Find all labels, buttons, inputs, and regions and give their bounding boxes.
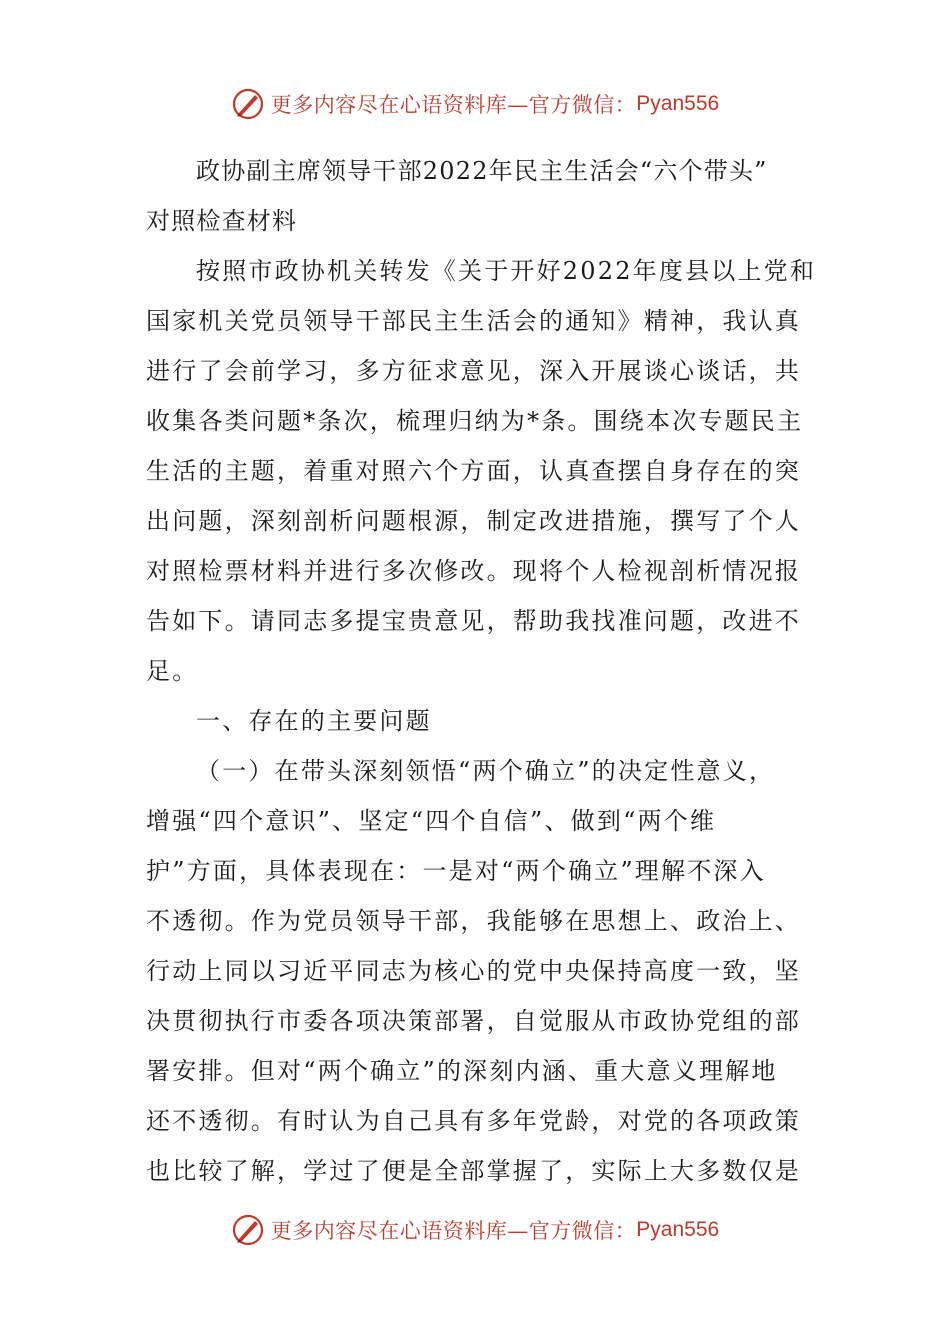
text-line: 还不透彻。有时认为自己具有多年党龄，对党的各项政策 [146,1107,801,1135]
text-line: 告如下。请同志多提宝贵意见，帮助我找准问题，改进不 [146,607,801,635]
watermark-text: 更多内容尽在心语资料库—官方微信： [270,93,637,117]
title-line: 政协副主席领导干部2022年民主生活会“六个带头” [196,157,768,185]
watermark-header [0,84,950,124]
text-line: 行动上同以习近平同志为核心的党中央保持高度一致，坚 [146,957,801,985]
text-line: 也比较了解，学过了便是全部掌握了，实际上大多数仅是 [146,1157,801,1185]
text-line: 不透彻。作为党员领导干部，我能够在思想上、政治上、 [146,907,801,935]
watermark-text: 更多内容尽在心语资料库—官方微信： [270,1219,637,1243]
text-line: 增强“四个意识”、坚定“四个自信”、做到“两个维 [146,807,717,835]
document-title [146,146,806,246]
paragraph-section-1 [146,746,806,1196]
pen-logo-icon [231,1213,265,1247]
text-line: 进行了会前学习，多方征求意见，深入开展谈心谈话，共 [146,357,801,385]
text-line: （一）在带头深刻领悟“两个确立”的决定性意义， [196,757,776,785]
watermark-wechat-id: Pyan556 [636,1218,720,1241]
pen-logo-icon [231,87,265,121]
paragraph-intro [146,246,817,696]
text-line: 按照市政协机关转发《关于开好2022年度县以上党和 [196,257,817,285]
title-line: 对照检查材料 [146,207,298,235]
text-line: 护”方面，具体表现在：一是对“两个确立”理解不深入 [146,857,766,885]
text-line: 对照检票材料并进行多次修改。现将个人检视剖析情况报 [146,557,801,585]
document-body [146,146,817,1196]
watermark-footer [0,1210,950,1250]
text-line: 生活的主题，着重对照六个方面，认真查摆自身存在的突 [146,457,801,485]
text-line: 署安排。但对“两个确立”的深刻内涵、重大意义理解地 [146,1057,778,1085]
text-line: 出问题，深刻剖析问题根源，制定改进措施，撰写了个人 [146,507,801,535]
section-heading: 一、存在的主要问题 [196,707,432,735]
watermark-wechat-id: Pyan556 [636,92,720,115]
text-line: 足。 [146,657,199,685]
text-line: 收集各类问题*条次，梳理归纳为*条。围绕本次专题民主 [146,407,804,435]
text-line: 决贯彻执行市委各项决策部署，自觉服从市政协党组的部 [146,1007,801,1035]
text-line: 国家机关党员领导干部民主生活会的通知》精神，我认真 [146,307,801,335]
